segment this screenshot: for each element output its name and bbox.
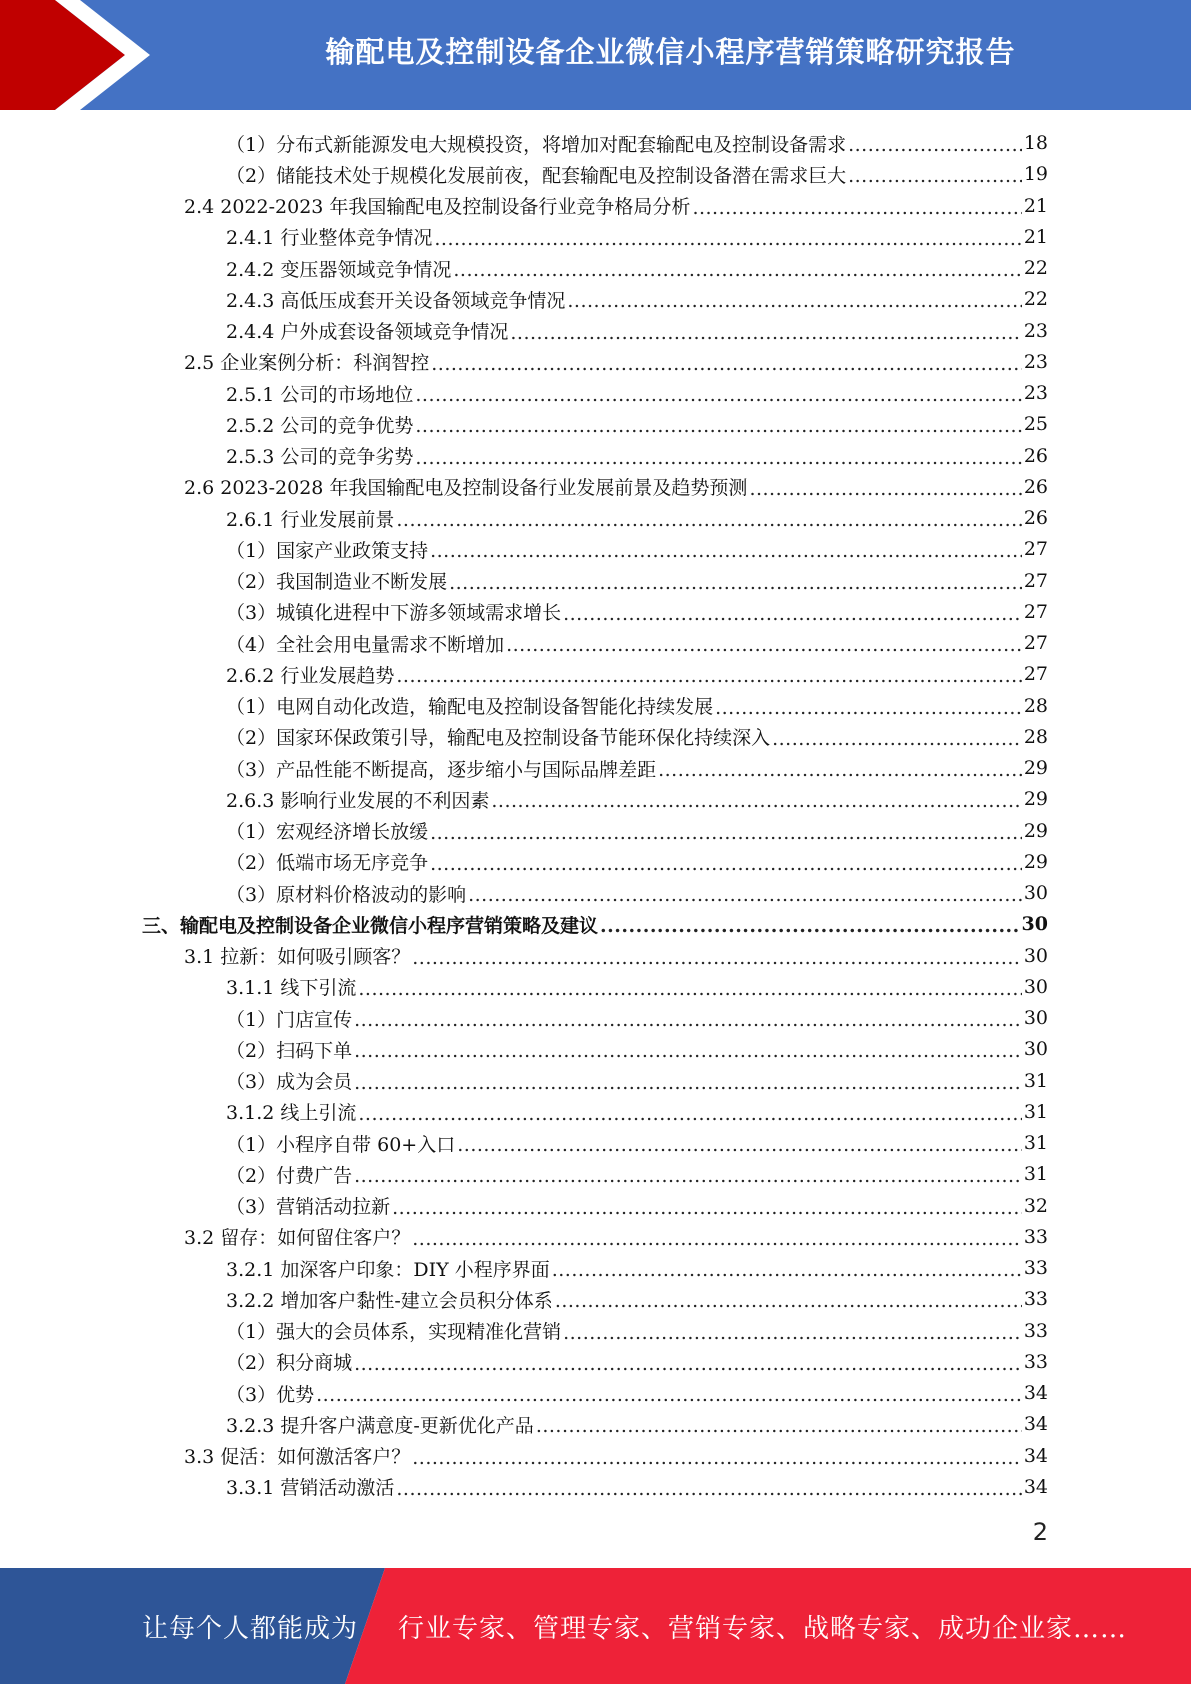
toc-dot-leader	[354, 1066, 1022, 1096]
toc-entry-page: 30	[1023, 975, 1048, 998]
toc-entry-label: （1）国家产业政策支持	[226, 539, 429, 562]
toc-dot-leader	[358, 1097, 1021, 1127]
toc-entry-label: （1）门店宣传	[226, 1008, 353, 1031]
toc-entry-page: 26	[1023, 475, 1048, 498]
toc-entry-label: 2.5.2 公司的竞争优势	[226, 414, 414, 437]
toc-entry[interactable]	[226, 1472, 1048, 1502]
toc-entry[interactable]	[184, 941, 1048, 971]
toc-entry[interactable]	[226, 1159, 1048, 1189]
toc-entry-label: 3.2 留存：如何留住客户？	[184, 1227, 411, 1250]
toc-entry-page: 28	[1023, 694, 1048, 717]
toc-entry-page: 31	[1023, 1100, 1048, 1123]
toc-dot-leader	[848, 159, 1022, 189]
toc-dot-leader	[415, 378, 1021, 408]
toc-entry-page: 29	[1023, 850, 1048, 873]
toc-entry[interactable]	[226, 1347, 1048, 1377]
toc-entry-page: 33	[1023, 1257, 1048, 1279]
toc-entry-label: 2.4.2 变压器领域竞争情况	[226, 258, 452, 281]
toc-entry[interactable]	[226, 1003, 1048, 1033]
toc-dot-leader	[396, 1472, 1021, 1502]
toc-entry-page: 28	[1023, 725, 1048, 748]
toc-entry-page: 29	[1023, 757, 1048, 779]
toc-dot-leader	[692, 191, 1021, 221]
toc-entry-label: 三、输配电及控制设备企业微信小程序营销策略及建议	[142, 914, 599, 937]
toc-entry-label: （2）低端市场无序竞争	[226, 852, 429, 875]
toc-entry-page: 22	[1023, 257, 1048, 279]
toc-entry-page: 29	[1023, 788, 1048, 811]
toc-entry-label: 3.2.1 加深客户印象：DIY 小程序界面	[226, 1258, 550, 1281]
toc-dot-leader	[658, 753, 1022, 783]
toc-entry-label: 3.1 拉新：如何吸引顾客？	[184, 946, 411, 968]
toc-dot-leader	[600, 909, 1020, 939]
toc-dot-leader	[396, 659, 1021, 689]
toc-dot-leader	[772, 722, 1022, 752]
toc-dot-leader	[848, 128, 1022, 158]
toc-entry-page: 33	[1023, 1350, 1048, 1373]
toc-dot-leader	[457, 1128, 1022, 1158]
toc-entry-page: 26	[1023, 444, 1048, 467]
toc-entry-label: 3.1.1 线下引流	[226, 977, 357, 1000]
toc-dot-leader	[552, 1253, 1022, 1283]
toc-dot-leader	[506, 628, 1022, 658]
toc-entry[interactable]	[226, 222, 1048, 252]
toc-entry[interactable]	[226, 597, 1048, 627]
toc-entry-page: 34	[1023, 1413, 1048, 1436]
toc-dot-leader	[468, 878, 1022, 908]
toc-dot-leader	[749, 472, 1021, 502]
toc-entry-label: 3.1.2 线上引流	[226, 1102, 357, 1125]
toc-dot-leader	[412, 1222, 1022, 1252]
toc-entry[interactable]	[184, 347, 1048, 377]
toc-entry-label: （3）产品性能不断提高，逐步缩小与国际品牌差距	[226, 758, 657, 781]
toc-entry-page: 30	[1023, 1007, 1048, 1029]
toc-entry[interactable]	[226, 784, 1048, 814]
toc-entry-page: 31	[1023, 1132, 1048, 1154]
toc-entry-label: （3）成为会员	[226, 1071, 353, 1093]
toc-entry-page: 29	[1023, 819, 1048, 842]
toc-entry[interactable]	[226, 816, 1048, 846]
toc-entry-page: 26	[1023, 507, 1048, 529]
toc-entry-label: （1）强大的会员体系，实现精准化营销	[226, 1321, 562, 1343]
toc-dot-leader	[510, 316, 1021, 346]
toc-entry[interactable]	[226, 1378, 1048, 1408]
toc-entry[interactable]	[184, 191, 1048, 221]
toc-dot-leader	[434, 222, 1021, 252]
toc-entry-label: 3.2.3 提升客户满意度-更新优化产品	[226, 1414, 534, 1437]
toc-entry[interactable]	[226, 1253, 1048, 1283]
toc-entry[interactable]	[226, 878, 1048, 908]
toc-entry-label: 2.6.2 行业发展趋势	[226, 664, 395, 687]
toc-entry-page: 23	[1023, 319, 1048, 342]
toc-entry-label: 3.3.1 营销活动激活	[226, 1477, 395, 1500]
page-number: 2	[1032, 1518, 1048, 1546]
toc-dot-leader	[555, 1284, 1022, 1314]
footer-slogan-left: 让每个人都能成为	[142, 1613, 359, 1644]
toc-dot-leader	[392, 1191, 1022, 1221]
toc-entry-label: 2.5.1 公司的市场地位	[226, 383, 414, 406]
toc-entry[interactable]	[226, 1191, 1048, 1221]
toc-entry[interactable]	[226, 159, 1048, 189]
toc-dot-leader	[567, 284, 1021, 314]
toc-entry[interactable]	[226, 691, 1048, 721]
toc-entry[interactable]	[226, 316, 1048, 346]
header-title: 输配电及控制设备企业微信小程序营销策略研究报告	[325, 34, 1016, 69]
toc-dot-leader	[449, 566, 1022, 596]
toc-entry-label: 2.6.1 行业发展前景	[226, 508, 395, 531]
toc-dot-leader	[563, 1316, 1022, 1346]
toc-dot-leader	[453, 253, 1021, 283]
toc-entry-label: （2）付费广告	[226, 1164, 353, 1187]
toc-entry-page: 25	[1023, 413, 1048, 436]
toc-entry[interactable]	[226, 722, 1048, 752]
toc-entry[interactable]	[226, 1128, 1048, 1158]
toc-entry-label: 2.4.1 行业整体竞争情况	[226, 227, 433, 250]
toc-dot-leader	[715, 691, 1022, 721]
toc-entry[interactable]	[226, 441, 1048, 471]
toc-entry-label: 2.4.3 高低压成套开关设备领域竞争情况	[226, 289, 566, 312]
toc-dot-leader	[358, 972, 1021, 1002]
toc-entry-label: 2.6 2023-2028 年我国输配电及控制设备行业发展前景及趋势预测	[184, 477, 748, 500]
toc-entry-label: 3.3 促活：如何激活客户？	[184, 1446, 411, 1468]
toc-entry[interactable]	[184, 1441, 1048, 1471]
toc-entry[interactable]	[226, 1284, 1048, 1314]
toc-entry-page: 19	[1023, 163, 1048, 186]
toc-entry-label: （2）扫码下单	[226, 1039, 353, 1062]
toc-entry[interactable]	[226, 503, 1048, 533]
toc-entry-page: 31	[1023, 1069, 1048, 1092]
toc-entry-page: 27	[1023, 538, 1048, 561]
toc-entry-label: （2）我国制造业不断发展	[226, 571, 448, 593]
toc-entry-page: 23	[1023, 382, 1048, 404]
toc-entry-label: （1）宏观经济增长放缓	[226, 821, 429, 843]
toc-dot-leader	[316, 1378, 1022, 1408]
toc-entry[interactable]	[142, 909, 1048, 939]
toc-entry-page: 33	[1023, 1225, 1048, 1248]
toc-dot-leader	[563, 597, 1022, 627]
page-header	[0, 0, 1191, 110]
toc-dot-leader	[354, 1159, 1022, 1189]
toc-entry-page: 21	[1023, 225, 1048, 248]
toc-entry-page: 27	[1023, 663, 1048, 686]
toc-entry[interactable]	[226, 534, 1048, 564]
toc-dot-leader	[431, 347, 1022, 377]
toc-entry-label: （1）分布式新能源发电大规模投资，将增加对配套输配电及控制设备需求	[226, 133, 847, 156]
toc-entry-page: 27	[1023, 632, 1048, 654]
toc-entry-label: （3）原材料价格波动的影响	[226, 883, 467, 906]
toc-entry-label: （2）国家环保政策引导，输配电及控制设备节能环保化持续深入	[226, 727, 771, 750]
toc-entry[interactable]	[226, 378, 1048, 408]
toc-entry[interactable]	[226, 659, 1048, 689]
toc-entry-page: 30	[1021, 913, 1048, 936]
toc-entry-label: （3）优势	[226, 1383, 315, 1406]
toc-entry[interactable]	[226, 1097, 1048, 1127]
toc-entry-label: （1）小程序自带 60+入口	[226, 1133, 456, 1156]
toc-entry-page: 27	[1023, 600, 1048, 623]
toc-entry-page: 22	[1023, 288, 1048, 311]
toc-entry[interactable]	[226, 253, 1048, 283]
toc-entry-page: 30	[1023, 882, 1048, 904]
toc-entry[interactable]	[226, 1316, 1048, 1346]
toc-entry-label: （2）积分商城	[226, 1352, 353, 1375]
toc-entry-label: （3）城镇化进程中下游多领域需求增长	[226, 602, 562, 625]
toc-entry-page: 33	[1023, 1319, 1048, 1342]
toc-entry-page: 32	[1023, 1194, 1048, 1217]
toc-dot-leader	[430, 534, 1022, 564]
toc-entry[interactable]	[226, 284, 1048, 314]
toc-dot-leader	[430, 847, 1022, 877]
toc-dot-leader	[412, 941, 1022, 971]
toc-entry-label: （2）储能技术处于规模化发展前夜，配套输配电及控制设备潜在需求巨大	[226, 164, 847, 187]
footer-slogan-right: 行业专家、管理专家、营销专家、战略专家、成功企业家……	[398, 1613, 1128, 1644]
toc-entry-page: 21	[1023, 194, 1048, 217]
toc-entry-page: 31	[1023, 1163, 1048, 1186]
toc-entry[interactable]	[226, 128, 1048, 158]
toc-entry-page: 34	[1023, 1382, 1048, 1404]
toc-entry-label: 3.2.2 增加客户黏性-建立会员积分体系	[226, 1289, 553, 1312]
toc-entry[interactable]	[184, 472, 1048, 502]
toc-entry[interactable]	[226, 1409, 1048, 1439]
toc-entry-label: 2.6.3 影响行业发展的不利因素	[226, 789, 490, 812]
toc-entry-page: 23	[1023, 350, 1048, 373]
toc-entry-page: 30	[1023, 944, 1048, 967]
toc-dot-leader	[536, 1409, 1022, 1439]
page-footer	[0, 1568, 1191, 1684]
toc-dot-leader	[396, 503, 1021, 533]
toc-entry[interactable]	[226, 847, 1048, 877]
toc-dot-leader	[412, 1441, 1022, 1471]
toc-dot-leader	[354, 1347, 1022, 1377]
toc-entry[interactable]	[226, 1034, 1048, 1064]
toc-entry[interactable]	[184, 1222, 1048, 1252]
toc-entry-page: 33	[1023, 1288, 1048, 1311]
toc-entry-page: 27	[1023, 569, 1048, 592]
toc-dot-leader	[354, 1003, 1022, 1033]
toc-entry-label: 2.5.3 公司的竞争劣势	[226, 446, 414, 468]
toc-entry[interactable]	[226, 753, 1048, 783]
toc-dot-leader	[415, 409, 1021, 439]
toc-entry-label: 2.4.4 户外成套设备领域竞争情况	[226, 321, 509, 343]
toc-entry-page: 18	[1023, 132, 1048, 154]
toc-entry[interactable]	[226, 972, 1048, 1002]
toc-entry[interactable]	[226, 409, 1048, 439]
toc-entry-page: 34	[1023, 1475, 1048, 1498]
toc-entry[interactable]	[226, 1066, 1048, 1096]
toc-entry-label: （1）电网自动化改造，输配电及控制设备智能化持续发展	[226, 696, 714, 718]
toc-entry-label: 2.5 企业案例分析：科润智控	[184, 352, 430, 375]
toc-entry-page: 30	[1023, 1038, 1048, 1061]
toc-dot-leader	[415, 441, 1021, 471]
toc-entry[interactable]	[226, 566, 1048, 596]
toc-entry-label: （3）营销活动拉新	[226, 1196, 391, 1218]
toc-dot-leader	[430, 816, 1022, 846]
toc-entry-label: 2.4 2022-2023 年我国输配电及控制设备行业竞争格局分析	[184, 196, 691, 218]
toc-entry-page: 34	[1023, 1444, 1048, 1467]
toc-dot-leader	[354, 1034, 1022, 1064]
toc-entry[interactable]	[226, 628, 1048, 658]
toc-entry-label: （4）全社会用电量需求不断增加	[226, 633, 505, 656]
toc-dot-leader	[491, 784, 1021, 814]
